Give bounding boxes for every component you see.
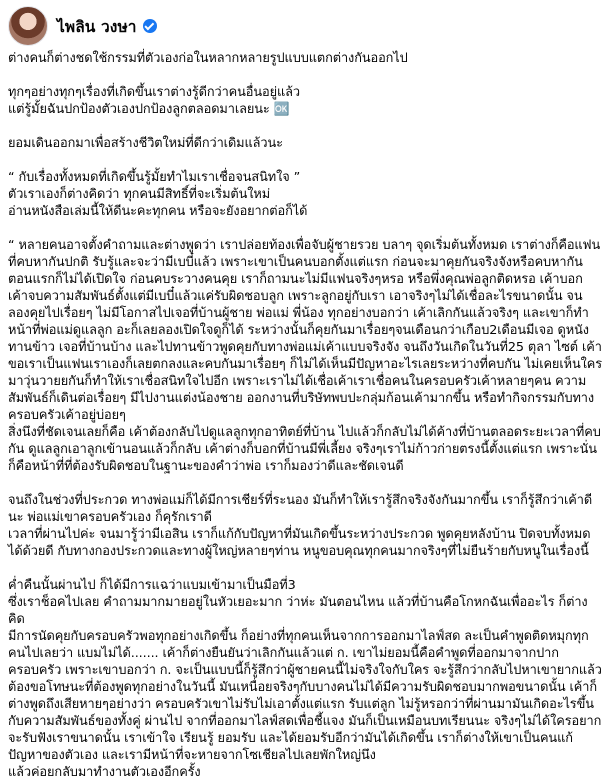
post-paragraph: “ หลายคนอาจตั้งคำถามและต่างพูดว่า เราปล่อยท้องเพื่อจับผู้ชายรวย บลาๆ จุดเริ่มต้นทั้งหมด เราต่างก็คือแฟนที่คบหากันปกติ รับรู้และจะว่ามีเบบี๋แล้ว เพราะเขาเป็นคนบอกตั้งแต่แรก ก่อนจะมาคุยกันจริงจังหรือคบหากัน ตอนแรกก็ไม่ได้เปิดใจ ก่อนคบระวางคนคุย เราก็ถามนะไม่มีแฟนจริงๆหรอ หรือพึ่งคุณพ่อลูกติดหรอ เค้าบอกเค้าจบความสัมพันธ์ตั้งแต่มีเบบี๋แล้วแค่รับผิดชอบลูก เพราะลูกอยู่กับเรา เอาจริงๆไม่ได้เชื่อละไรขนาดนั้น จนลองคุยไปเรื่อยๆ ไม่มีโอกาสไปเจอที่บ้านผู้ชาย พ่อแม่ พี่น้อง ทุกอย่างบอกว่า เค้าเลิกกันแล้วจริงๆ และเขาก็ทำหน้าที่พ่อแม่ดูแลลูก อะก็เลยลองเปิดใจดูก็ได้ ระหว่างนั้นก็คุยกันมาเรื่อยๆจนเดือนกว่าเกือบ2เดือนมีเจอ ดูหนังทานข้าว เจอที่บ้านบ้าง และไปทานข้าวพูดคุยกับทางพ่อแม่เค้าแบบจริงจัง จนถึงวันเกิดในวันที่25 ตุลา ไซต์ เค้าขอเราเป็นแฟนเราเองก็เลยตกลงและคบกันมาเรื่อยๆ ก็ไม่ได้เห็นมีปัญหาอะไรเลยระหว่างที่คบกัน ไม่เคยเห็นใครมาวุ่นวายยกันก็ทำให้เราเชื่อสนิทใจไปอีก เพราะเราไม่ได้เชื่อเค้าเราเชื่อคนในครอบครัวเค้าหลายๆคน ความสัมพันธ์ก็เดินต่อเรื่อยๆ มีไปงานแต่งน้องชาย ออกงานที่บริษัทพบปะกลุ่มก้อนเค้ามากขึ้น หรือทำกิจกรรมกับทางครอบครัวเค้าอยู่บ่อยๆ สิ่งนึงที่ชัดเจนเลยก็คือ เค้าต้องกลับไปดูแลลูกทุกอาทิตย์ที่บ้าน ไปแล้วก็กลับไม่ได้ค้างที่บ้านตลอดระยะเวลาที่คบกัน ดูแลลูกเอาลูกเข้านอนแล้วก็กลับ เค้าต่างก็บอกที่บ้านมีพี่เลี้ยง จริงๆเราไม่ก้าวก่ายตรงนี้ตั้งแต่แรก เพราะนั่นก็คือหน้าที่ที่ต้องรับผิดชอบในฐานะของคำว่าพ่อ เราก็มองว่าดีและชัดเจนดี: [8, 238, 602, 474]
author-name[interactable]: ไพลิน วงษา: [57, 17, 137, 36]
author-info: [57, 14, 157, 39]
post-paragraph: “ กับเรื่องทั้งหมดที่เกิดขึ้นรู้มั้ยทำไมเราเชื่อจนสนิทใจ ” ตัวเราเองก็ต่างคิดว่า ทุกคนมีสิทธิ์ที่จะเริ่มต้นใหม่ อ่านหนังสือเล่มนี้ให้ดีนะคะทุกคน หรือจะยังอยากต่อก็ได้: [8, 170, 308, 219]
post-header: [8, 6, 157, 46]
post-paragraph: ยอมเดินออกมาเพื่อสร้างชีวิตใหม่ที่ดีกว่าเดิมแล้วนะ: [8, 136, 283, 151]
verified-badge-icon: [143, 19, 157, 33]
post-paragraph: ทุกๆอย่างทุกๆเรื่องที่เกิดขึ้นเราต่างรู้ดีกว่าคนอื่นอยู่แล้ว แต่รู้มั้ยฉันปกป้องตัวเองปกป้องลูกตลอดมาเลยนะ 🆗: [8, 85, 300, 117]
post-content: [8, 50, 602, 781]
profile-avatar[interactable]: [8, 6, 48, 46]
post-paragraph: จนถึงในช่วงที่ประกวด ทางพ่อแม่ก็ได้มีการเชียร์ที่ระนอง มันก็ทำให้เรารู้สึกจริงจังกันมากขึ้น เราก็รู้สึกว่าเค้าดีนะ พ่อแม่เขาครอบครัวเอง ก็คุรักเราดี เวลาที่ผ่านไปค่ะ จนมารู้ว่ามีเอสิน เราก็แก้กับปัญหาที่มันเกิดขึ้นระหว่างประกวด พูดคุยหลังบ้าน ปิดจบทั้งหมดได้ด้วยดี กับทางกองประกวดและทางผู้ใหญ่หลายๆท่าน หนูขอบคุณทุกคนมากจริงๆที่ไม่ยืนร้ายกับหนูในเรื่องนี้: [8, 493, 593, 559]
post-paragraph: ต่างคนก็ต่างชดใช้กรรมที่ตัวเองก่อในหลากหลายรูปแบบแตกต่างกันออกไป: [8, 51, 408, 66]
post-paragraph: ค่ำคืนนั้นผ่านไป ก็ได้มีการแฉว่าแบมเข้ามาเป็นมือที่3 ซึ่งเราช็อคไปเลย คำถามมากมายอยู่ในหัวเยอะมาก ว่าห่ะ มันตอนไหน แล้วที่บ้านคือโกหกฉันเพื่ออะไร ก็ต่างคิด มีการนัดคุยกับครอบครัวพอทุกอย่างเกิดขึ้น ก็อย่างที่ทุกคนเห็นจากการออกมาไลฟ์สด ละเป็นคำพูดติดหมุกทุกคนไปเลยว่า แบมไม่ได้....... เค้าก็ต่างยืนยันว่าเลิกกันแล้วแต่ ก. เขาไม่ยอมนี้คือคำพูดที่ออกมาจากปากครอบครัว เพราะเขาบอกว่า ก. จะเป็นแบบนี้ก็รู้สึกว่าผู้ชายคนนี้ไม่จริงใจกับใคร จะรู้สึกว่ากลับไปหาเขายากแล้ว ต้องขอโทษนะที่ต้องพูดทุกอย่างในวันนี้ มันเหนื่อยจริงๆกับบางคนไม่ได้มีความรับผิดชอบมากพอขนาดนั้น เค้าก็ต่างพูดถึงเสียหายๆอย่างว่า ครอบครัวเขาไม่รับไม่เอาตั้งแต่แรก รับแต่ลูก ไม่รู้หรอกว่าที่ผ่านมามันเกิดอะไรขึ้นกับความสัมพันธ์ของทั้งคู่ ผ่านไป จากที่ออกมาไลฟ์สดเพื่อชี้แจง มันก็เป็นเหมือนบทเรียนนะ จริงๆไม่ได้ใครอยากจะรับฟังเราขนาดนั้น เราเข้าใจ เรียนรู้ ยอมรับ และได้ยอมรับอีกว่ามันได้เกิดขึ้น เราก็ต่างให้เขาเป็นคนแก้ปัญหาของตัวเอง และเรามีหน้าที่จะหายจากโซเชียลไปเลยพักใหญ่นึง แล้วค่อยกลับมาทำงานตัวเองอีกครั้ง: [8, 578, 602, 780]
